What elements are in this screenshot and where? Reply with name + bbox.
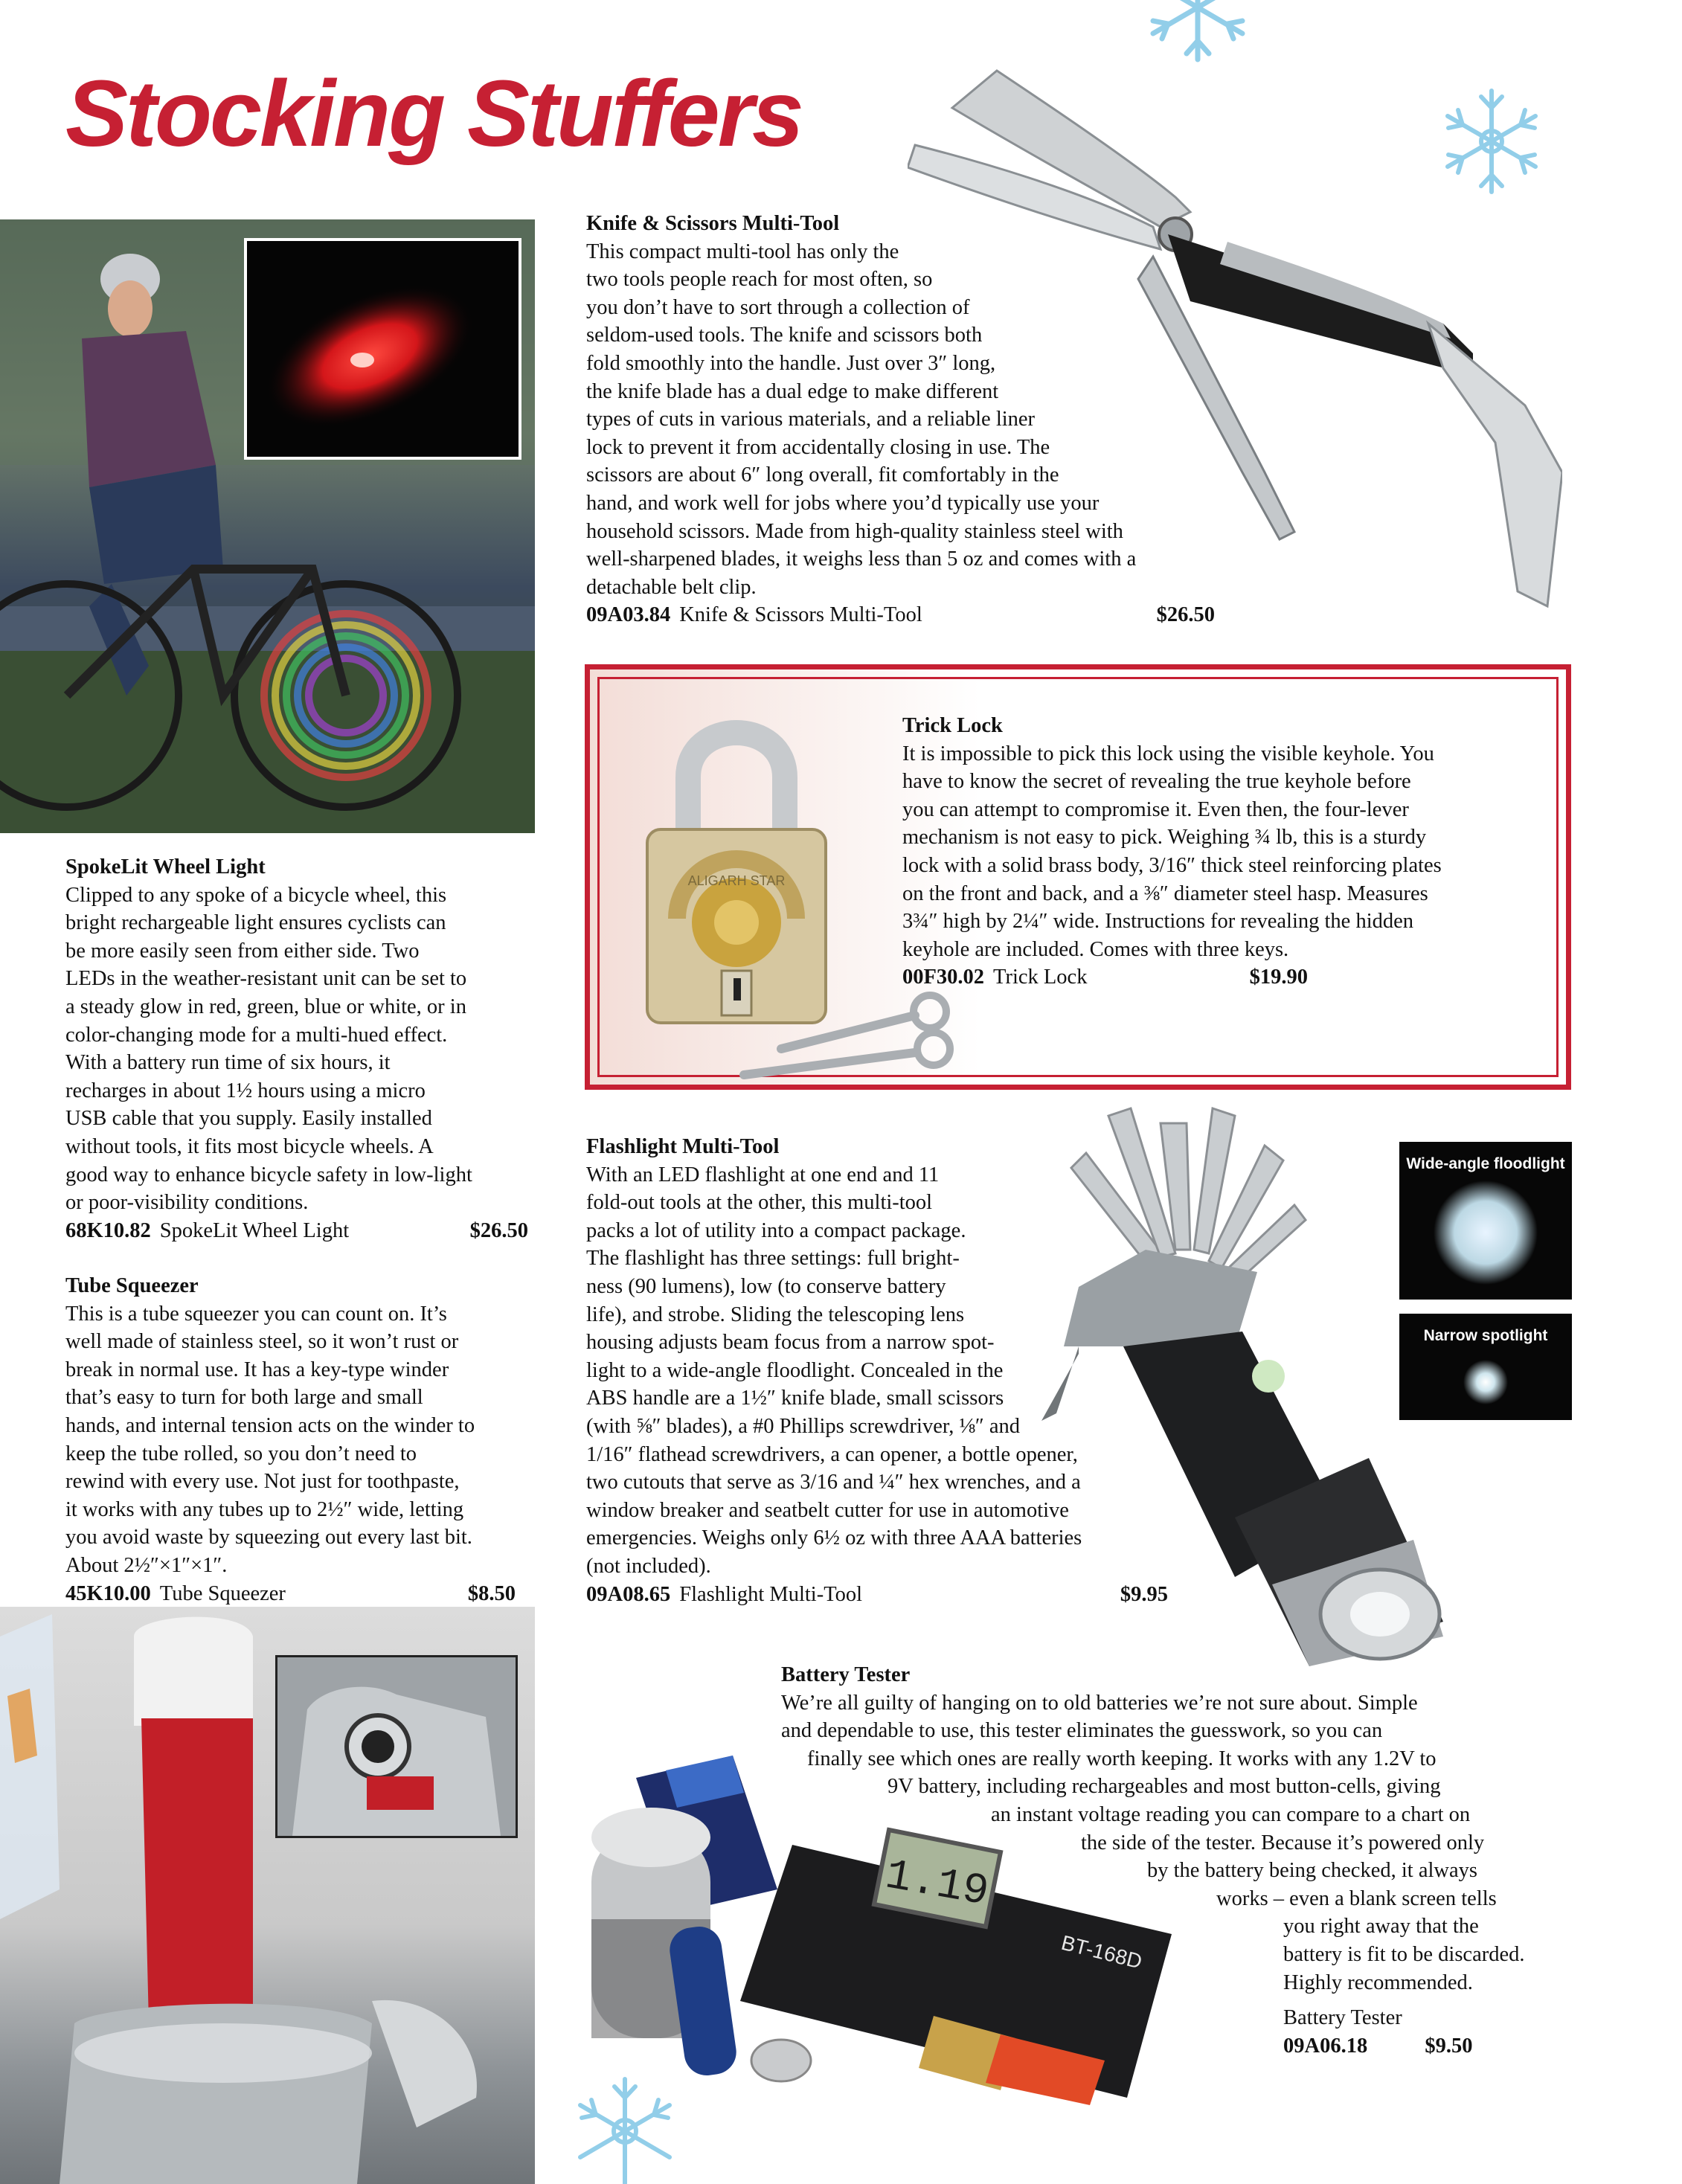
tube-squeezer-photo xyxy=(0,1607,535,2184)
description-line: on the front and back, and a ⅜″ diameter steel hasp. Measures xyxy=(902,881,1428,905)
description-line: light to a wide-angle floodlight. Concealed in the xyxy=(586,1358,1004,1382)
item-price: $26.50 xyxy=(469,1218,528,1242)
description-line: lock to prevent it from accidentally closing in use. The xyxy=(586,435,1050,459)
description-line: fold-out tools at the other, this multi-tool xyxy=(586,1191,933,1215)
product-name: Battery Tester xyxy=(781,1663,911,1686)
description-line: you don’t have to sort through a collection of xyxy=(586,295,970,319)
description-line: a steady glow in red, green, blue or white, or in xyxy=(65,995,466,1018)
trick-lock-description xyxy=(902,712,1542,992)
description-line: you can attempt to compromise it. Even then, the four-lever xyxy=(902,797,1409,821)
tube-squeezer-inset-photo xyxy=(275,1655,518,1838)
description-line: (not included). xyxy=(586,1554,711,1578)
tester-model-label: BT-168D xyxy=(1059,1930,1145,1973)
description-line: break in normal use. It has a key-type winder xyxy=(65,1358,449,1381)
description-line: About 2½″×1″×1″. xyxy=(65,1553,228,1577)
description-line: it works with any tubes up to 2½″ wide, letting xyxy=(65,1497,464,1521)
description-line: 3¾″ high by 2¼″ wide. Instructions for revealing the hidden xyxy=(902,910,1414,934)
description-line: The flashlight has three settings: full bright- xyxy=(586,1247,960,1271)
item-price: $8.50 xyxy=(467,1581,516,1605)
description-line: We’re all guilty of hanging on to old batteries we’re not sure about. Simple xyxy=(781,1691,1418,1715)
inset-caption: Wide-angle floodlight xyxy=(1406,1155,1565,1172)
description-line: packs a lot of utility into a compact package. xyxy=(586,1218,966,1242)
description-line: be more easily seen from either side. Two xyxy=(65,939,420,963)
description-line: keep the tube rolled, so you don’t need to xyxy=(65,1442,417,1465)
description-line: the side of the tester. Because it’s powered only xyxy=(1081,1831,1485,1854)
description-line: This is a tube squeezer you can count on. It’s xyxy=(65,1302,447,1326)
description-line: or poor-visibility conditions. xyxy=(65,1191,309,1215)
description-line: Highly recommended. xyxy=(1283,1971,1473,1994)
spokelit-inset-photo xyxy=(244,238,521,460)
price-row xyxy=(586,601,1215,629)
description-line: This compact multi-tool has only the xyxy=(586,240,899,263)
description-line: good way to enhance bicycle safety in low-light xyxy=(65,1163,472,1186)
item-code: 09A08.65 xyxy=(586,1582,671,1606)
description-line: ABS handle are a 1½″ knife blade, small scissors xyxy=(586,1387,1004,1410)
description-line: that’s easy to turn for both large and small xyxy=(65,1386,423,1410)
item-code: 68K10.82 xyxy=(65,1218,151,1242)
narrow-spotlight-inset xyxy=(1399,1314,1572,1420)
bicycle-photo xyxy=(0,219,535,833)
spokelit-description xyxy=(65,853,534,1244)
description-line: seldom-used tools. The knife and scissors both xyxy=(586,324,983,347)
description-line: With an LED flashlight at one end and 11 xyxy=(586,1163,940,1186)
description-line: ness (90 lumens), low (to conserve battery xyxy=(586,1274,946,1298)
description-line: housing adjusts beam focus from a narrow spot- xyxy=(586,1331,995,1355)
wide-angle-inset xyxy=(1399,1142,1572,1300)
product-name: Trick Lock xyxy=(902,714,1003,737)
description-line: With a battery run time of six hours, it xyxy=(65,1051,391,1075)
description-line: an instant voltage reading you can compare to a chart on xyxy=(991,1802,1471,1826)
description-line: mechanism is not easy to pick. Weighing ¾ lb, this is a sturdy xyxy=(902,826,1427,849)
description-line: have to know the secret of revealing the true keyhole before xyxy=(902,770,1411,794)
description-line: household scissors. Made from high-quality stainless steel with xyxy=(586,519,1123,543)
item-price: $19.90 xyxy=(1249,966,1308,989)
description-line: well-sharpened blades, it weighs less than 5 oz and comes with a xyxy=(586,547,1137,571)
item-name: Flashlight Multi-Tool xyxy=(679,1582,863,1606)
description-line: window breaker and seatbelt cutter for use in automotive xyxy=(586,1498,1069,1522)
inset-caption: Narrow spotlight xyxy=(1423,1327,1548,1344)
description-line: hands, and internal tension acts on the winder to xyxy=(65,1413,475,1437)
tube-squeezer-description xyxy=(65,1272,542,1608)
description-line: you right away that the xyxy=(1283,1915,1479,1939)
description-line: Clipped to any spoke of a bicycle wheel, this xyxy=(65,883,447,907)
description-line: recharges in about 1½ hours using a micro xyxy=(65,1079,426,1102)
product-name: Tube Squeezer xyxy=(65,1274,199,1297)
description-line: finally see which ones are really worth keeping. It works with any 1.2V to xyxy=(807,1747,1437,1770)
item-code: 09A03.84 xyxy=(586,603,671,627)
multitool-description xyxy=(586,210,1219,629)
page-title: Stocking Stuffers xyxy=(65,61,802,166)
description-line: lock with a solid brass body, 3/16″ thick steel reinforcing plates xyxy=(902,853,1442,877)
battery-tester-photo xyxy=(584,1733,1328,2105)
item-name: Knife & Scissors Multi-Tool xyxy=(679,603,922,627)
description-line: detachable belt clip. xyxy=(586,575,757,599)
description-line: bright rechargeable light ensures cyclists can xyxy=(65,911,446,935)
item-price: $9.95 xyxy=(1120,1582,1168,1606)
flashlight-photo xyxy=(1027,1101,1443,1666)
description-line: by the battery being checked, it always xyxy=(1147,1859,1477,1883)
description-line: emergencies. Weighs only 6½ oz with three AAA batteries xyxy=(586,1526,1082,1550)
item-code: 00F30.02 xyxy=(902,966,985,989)
description-line: types of cuts in various materials, and a reliable liner xyxy=(586,408,1036,431)
description-line: without tools, it fits most bicycle wheels. A xyxy=(65,1134,434,1158)
product-name: SpokeLit Wheel Light xyxy=(65,855,266,879)
description-line: and dependable to use, this tester eliminates the guesswork, so you can xyxy=(781,1719,1383,1743)
description-line: rewind with every use. Not just for toothpaste, xyxy=(65,1470,460,1494)
description-line: It is impossible to pick this lock using the visible keyhole. You xyxy=(902,742,1434,765)
description-line: 1/16″ flathead screwdrivers, a can opener, a bottle opener, xyxy=(586,1442,1078,1466)
description-line: 9V battery, including rechargeables and most button-cells, giving xyxy=(887,1775,1441,1799)
description-line: color-changing mode for a multi-hued effect. xyxy=(65,1023,448,1047)
description-line: well made of stainless steel, so it won’t rust or xyxy=(65,1330,459,1354)
item-code: 45K10.00 xyxy=(65,1581,151,1605)
product-name: Flashlight Multi-Tool xyxy=(586,1135,780,1158)
description-line: fold smoothly into the handle. Just over 3″ long, xyxy=(586,351,996,375)
item-price: $9.50 xyxy=(1425,2034,1473,2058)
price-row xyxy=(902,963,1308,992)
item-name: SpokeLit Wheel Light xyxy=(159,1218,350,1242)
description-line: LEDs in the weather-resistant unit can be set to xyxy=(65,967,467,991)
item-name: Trick Lock xyxy=(993,966,1088,989)
description-line: works – even a blank screen tells xyxy=(1216,1886,1497,1910)
description-line: (with ⅝″ blades), a #0 Phillips screwdriver, ⅛″ and xyxy=(586,1414,1020,1438)
product-name: Knife & Scissors Multi-Tool xyxy=(586,212,840,235)
lock-engraving: ALIGARH STAR xyxy=(687,873,786,888)
description-line: battery is fit to be discarded. xyxy=(1283,1942,1525,1966)
tester-display-reading: 1.19 xyxy=(882,1851,992,1918)
item-name: Battery Tester xyxy=(1283,2006,1402,2030)
description-line: two cutouts that serve as 3/16 and ¼″ hex wrenches, and a xyxy=(586,1471,1081,1494)
description-line: two tools people reach for most often, so xyxy=(586,268,933,292)
description-line: hand, and work well for jobs where you’d typically use your xyxy=(586,491,1100,515)
description-line: scissors are about 6″ long overall, fit comfortably in the xyxy=(586,463,1059,487)
price-row xyxy=(65,1217,528,1245)
description-line: USB cable that you supply. Easily installed xyxy=(65,1107,432,1131)
description-line: you avoid waste by squeezing out every last bit. xyxy=(65,1526,472,1549)
description-line: life), and strobe. Sliding the telescoping lens xyxy=(586,1303,965,1326)
price-row xyxy=(65,1580,516,1608)
item-code: 09A06.18 xyxy=(1283,2034,1368,2058)
item-price: $26.50 xyxy=(1156,603,1215,627)
item-name: Tube Squeezer xyxy=(159,1581,286,1605)
description-line: the knife blade has a dual edge to make different xyxy=(586,379,999,403)
description-line: keyhole are included. Comes with three keys. xyxy=(902,937,1289,961)
